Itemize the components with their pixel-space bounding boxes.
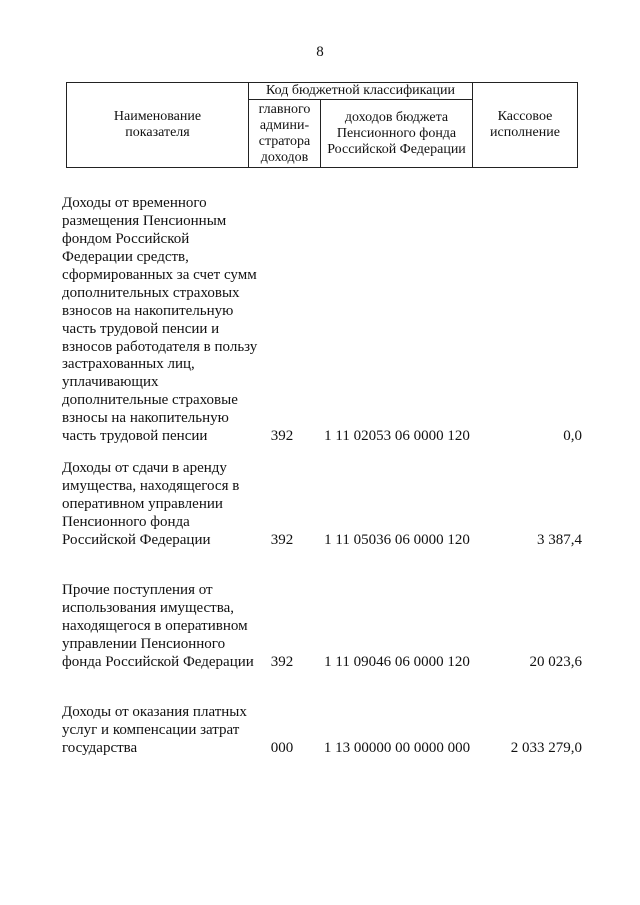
- row-budget-code: 1 13 00000 00 0000 000: [323, 740, 471, 757]
- row-label: Доходы от временного размещения Пенсионным фондом Российской Федерации средств, сформированных за счет сумм дополнительных страховых взносов на накопительную часть трудовой пенсии и взносов работодателя в пользу застрахованных лиц, уплачивающих дополнительные страховые взносы на накопительную часть трудовой пенсии: [62, 195, 258, 445]
- row-label: Доходы от сдачи в аренду имущества, находящегося в оперативном управлении Пенсионного фонда Российской Федерации: [62, 460, 240, 549]
- row-label: Прочие поступления от использования имущества, находящегося в оперативном управлении Пенсионного фонда Российской Федерации: [62, 582, 254, 671]
- table-row: [0, 566, 640, 672]
- row-amount: 20 023,6: [529, 654, 582, 671]
- header-name-label: Наименование показателя: [113, 109, 202, 140]
- page-number: 8: [316, 44, 324, 60]
- row-amount: 3 387,4: [537, 532, 582, 549]
- row-budget-code: 1 11 09046 06 0000 120: [324, 654, 470, 671]
- row-admin-code: 392: [270, 428, 294, 445]
- row-budget-code: 1 11 05036 06 0000 120: [324, 532, 470, 549]
- row-label: Доходы от оказания платных услуг и компенсации затрат государства: [62, 704, 247, 757]
- table-header: [66, 82, 578, 168]
- header-execution-column: [473, 83, 577, 167]
- header-name-column: [67, 83, 249, 167]
- row-admin-code: 392: [270, 654, 294, 671]
- header-income-column: [321, 100, 473, 167]
- header-admin-label: главного админи-стратора доходов: [258, 101, 311, 165]
- row-amount: 2 033 279,0: [510, 740, 582, 757]
- table-row: [0, 688, 640, 758]
- row-budget-code: 1 11 02053 06 0000 120: [324, 428, 470, 445]
- row-admin-code: 392: [270, 532, 294, 549]
- table-row: [0, 186, 640, 446]
- row-admin-code: 000: [270, 740, 294, 757]
- header-kbk-label: Код бюджетной классификации: [266, 83, 455, 98]
- header-kbk-group: [249, 83, 473, 100]
- header-execution-label: Кассовое исполнение: [490, 109, 560, 140]
- header-admin-column: [249, 100, 321, 167]
- table-row: [0, 462, 640, 550]
- row-amount: 0,0: [563, 428, 582, 445]
- header-income-label: доходов бюджета Пенсионного фонда Российской Федерации: [327, 109, 466, 157]
